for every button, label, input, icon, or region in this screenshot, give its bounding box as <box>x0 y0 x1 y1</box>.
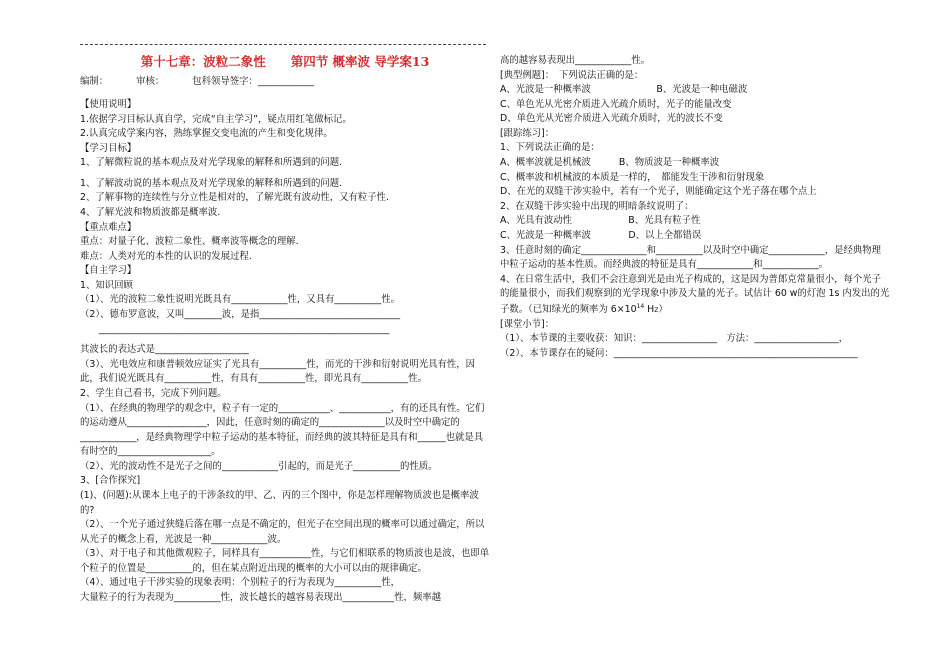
text-line: 2、了解事物的连续性与分立性是相对的，了解光既有波动性，又有粒子性. <box>80 192 389 204</box>
text-line: （2）、本节课存在的疑问：____________________________________________________ <box>500 347 858 359</box>
text-line: ______________________________________________________________ <box>80 323 390 335</box>
frequency-unit: H <box>644 303 655 315</box>
text-line: C、单色光从光密介质进入光疏介质时，光子的能量改变 <box>500 98 732 110</box>
text-line: [课堂小节]： <box>500 318 555 330</box>
text-line: 4、了解光波和物质波都是概率波. <box>80 207 221 218</box>
frequency-unit-sub: Z <box>654 306 659 314</box>
text-line: （1）、在经典的物理学的观念中，粒子有一定的___________、___________，有的还具有性。它们的运动遵从_________________，因此，任意时刻的确定的______________以及时空中确定的____________，是经典物理学中粒子运动的基本特征，而经典的波其特征是具有和______也就是具有时空的____________________。 <box>80 402 485 458</box>
text-line: （2）、一个光子通过狭缝后落在哪一点是不确定的，但光子在空间出现的概率可以通过确定，所以从光子的概念上看，光波是一种____________波。 <box>80 519 485 545</box>
text-line: [跟踪练习]： <box>500 127 555 139</box>
reviewer-label: 审核： <box>136 76 165 88</box>
text-line: （4）、通过电子干涉实验的现象表明：个别粒子的行为表现为__________性， <box>80 577 401 589</box>
text-line: 1.依据学习目标认真自学，完成“自主学习”，疑点用红笔做标记。 <box>80 113 352 125</box>
text-line: 难点：人类对光的本性的认识的发展过程. <box>80 250 252 262</box>
text-line: 4、在日常生活中，我们不会注意到光是由光子构成的，这是因为普郎克常量很小，每个光子的能量很小，而我们观察到的光学现象中涉及大量的光子。试估计 60 w的灯泡 1s 内发出的光子数。（已知绿光的频率为 $6\times 10^{14}$ HZ） <box>500 273 890 315</box>
text-line: A、概率波就是机械波 B、物质波是一种概率波 <box>500 157 720 169</box>
text-line: （1）、本节课的主要收获：知识：________________ 方法：__________________， <box>500 333 849 345</box>
right-text <box>500 54 890 361</box>
right-column <box>500 54 890 361</box>
leader-signature: 包科领导签字：____________ <box>192 76 315 88</box>
text-line: （1）、光的波粒二象性说明光既具有____________性，又具有__________性。 <box>80 294 401 306</box>
text-line: D、在光的双缝干涉实验中，若有一个光子，则能确定这个光子落在哪个点上 <box>500 186 817 198</box>
text-line: A、光具有波动性 B、光具有粒子性 <box>500 215 701 227</box>
text-line: 1、了解波动说的基本观点及对光学现象的解释和所遇到的问题. <box>80 177 343 189</box>
text-line: 其波长的表达式是____________________ <box>80 344 249 356</box>
text-line: D、单色光从光密介质进入光疏介质时，光的波长不变 <box>500 113 723 125</box>
text-line: （3）、对于电子和其他微观粒子，同样具有___________性，与它们相联系的物质波也是波，也即单个粒子的位置是__________的，但在某点附近出现的概率的大小可以由的规律确定。 <box>80 548 490 574</box>
text-line: 3、任意时刻的确定______________和__________以及时空中确定____________，是经典物理中粒子运动的基本性质。而经典波的特征是具有____________和____________。 <box>500 244 881 271</box>
text-line: （2）、光的波动性不是光子之间的____________引起的，而是光子__________的性质。 <box>80 460 438 472</box>
text-line: C、光波是一种概率波 D、以上全都错误 <box>500 229 702 241</box>
editor-label: 编制： <box>80 76 109 88</box>
page-title: 第十七章：波粒二象性 第四节 概率波 导学案13 <box>140 54 430 69</box>
text-line: 1、下列说法正确的是： <box>500 142 600 154</box>
text-line: 【重点难点】 <box>80 221 137 233</box>
text-line: （3）、光电效应和康普顿效应证实了光具有__________性，而光的干涉和衍射说明光具有性，因此，我们说光既具有__________性，有具有__________性，即光具有__________性。 <box>80 358 476 385</box>
text-line: 重点：对量子化、波粒二象性、概率波等概念的理解. <box>80 236 299 248</box>
text-line: A、光波是一种概率波 B、光波是一种电磁波 <box>500 84 748 96</box>
text-line: [典型例题]： 下列说法正确的是： <box>500 69 644 81</box>
text-line: 2、学生自己看书，完成下列问题。 <box>80 387 227 399</box>
text-line: 【学习目标】 <box>80 142 137 154</box>
left-column <box>80 50 490 606</box>
text-line: 3、[合作探究] <box>80 475 141 487</box>
text-line: 2、在双缝干涉实验中出现的明暗条纹说明了： <box>500 200 694 212</box>
left-text <box>80 98 490 606</box>
text-line: 1、知识回顾 <box>80 279 133 291</box>
frequency-exponent: 14 <box>636 302 645 310</box>
text-line: 【自主学习】 <box>80 265 137 277</box>
frequency-close: ） <box>658 303 668 315</box>
top-dashed-rule <box>80 44 486 45</box>
text-line: （2）、德布罗意波，又叫________波，是指______________________________ <box>80 309 401 321</box>
text-line: (1)、(问题):从课本上电子的干涉条纹的甲、乙、丙的三个图中，你是怎样理解物质波也是概率波的? <box>80 489 479 516</box>
text-line: 2.认真完成学案内容，熟练掌握交变电流的产生和变化规律。 <box>80 128 333 140</box>
text-line: 【使用说明】 <box>80 98 137 110</box>
meta-row <box>80 75 490 90</box>
text-line: 高的越容易表现出____________性。 <box>500 55 651 66</box>
text-line: 1、了解微粒说的基本观点及对光学现象的解释和所遇到的问题. <box>80 157 343 169</box>
text-line: 大量粒子的行为表现为__________性，波长越长的越容易表现出___________性，频率越 <box>80 592 441 604</box>
text-line: C、概率波和机械波的本质是一样的， 都能发生干涉和衍射现象 <box>500 171 765 183</box>
